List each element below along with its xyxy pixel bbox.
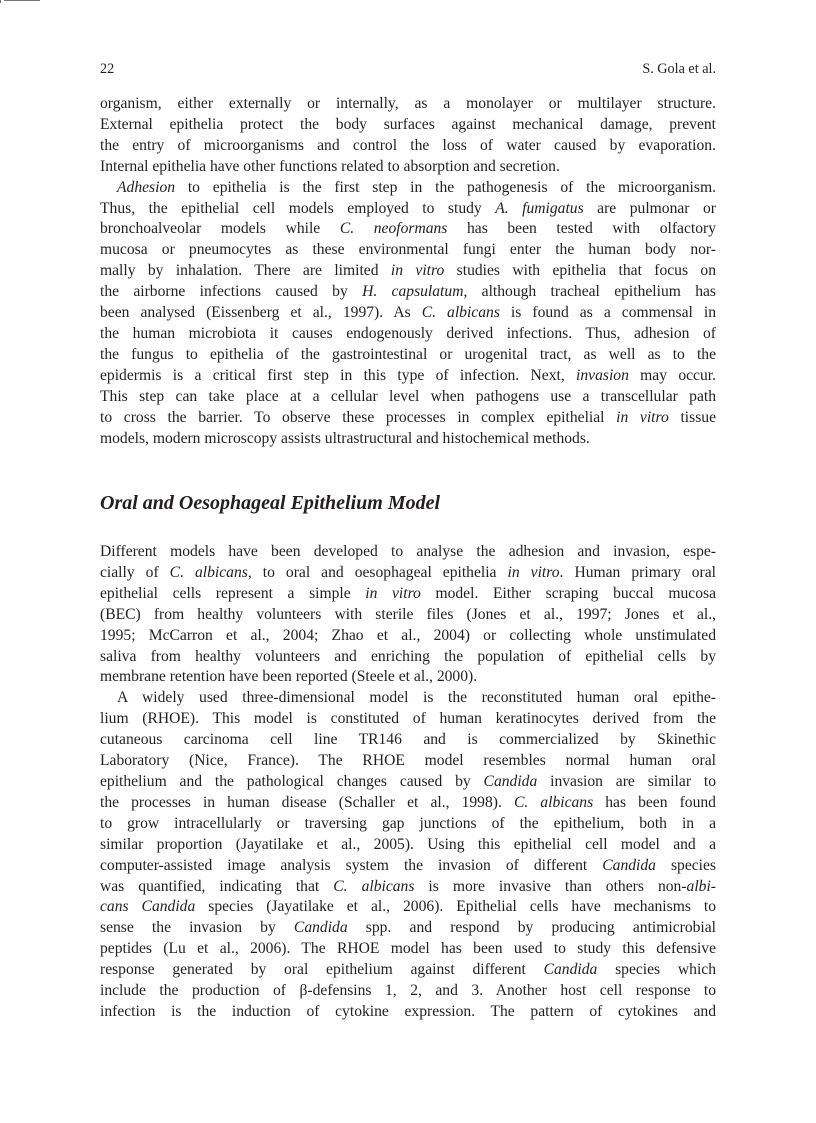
- text-line: Internal epithelia have other functions related to absorption and secretion.: [100, 157, 560, 175]
- text-line: Adhesion to epithelia is the first step in the pathogenesis of the microorganism.: [117, 178, 716, 196]
- text-line: Laboratory (Nice, France). The RHOE model resembles normal human oral: [100, 752, 716, 770]
- text-line: saliva from healthy volunteers and enriching the population of epithelial cells by: [100, 647, 716, 665]
- text-line: to grow intracellularly or traversing gap junctions of the epithelium, both in a: [100, 814, 716, 832]
- text-line: organism, either externally or internally, as a monolayer or multilayer structure.: [100, 95, 716, 112]
- crop-mark: [0, 0, 1, 3]
- body-text-block-1: [100, 94, 716, 449]
- text-line: computer-assisted image analysis system the invasion of different Candida species: [100, 856, 717, 874]
- text-line: the airborne infections caused by H. capsulatum, although tracheal epithelium has: [100, 283, 716, 301]
- paragraph: [100, 542, 716, 688]
- running-head-authors: S. Gola et al.: [642, 61, 716, 77]
- text-line: the processes in human disease (Schaller et al., 1998). C. albicans has been found: [100, 793, 716, 811]
- text-line: Thus, the epithelial cell models employed to study A. fumigatus are pulmonar or: [100, 199, 716, 217]
- text-line: epidermis is a critical first step in this type of infection. Next, invasion may occur.: [100, 366, 716, 384]
- text-line: infection is the induction of cytokine expression. The pattern of cytokines and: [100, 1002, 716, 1020]
- text-line: response generated by oral epithelium against different Candida species which: [100, 961, 716, 979]
- text-line: similar proportion (Jayatilake et al., 2005). Using this epithelial cell model and a: [100, 835, 716, 853]
- text-line: Different models have been developed to analyse the adhesion and invasion, espe-: [100, 543, 716, 560]
- text-line: bronchoalveolar models while C. neoformans has been tested with olfactory: [100, 220, 716, 238]
- paragraph: [100, 94, 716, 178]
- text-line: the entry of microorganisms and control the loss of water caused by evaporation.: [100, 136, 716, 154]
- text-line: was quantified, indicating that C. albicans is more invasive than others non-albi-: [100, 877, 716, 895]
- text-line: 1995; McCarron et al., 2004; Zhao et al., 2004) or collecting whole unstimulated: [100, 626, 716, 644]
- text-line: cans Candida species (Jayatilake et al., 2006). Epithelial cells have mechanisms to: [100, 898, 716, 916]
- paragraph: [100, 688, 716, 1023]
- text-line: been analysed (Eissenberg et al., 1997). As C. albicans is found as a commensal in: [100, 304, 716, 322]
- crop-mark-line: [4, 0, 40, 1]
- text-line: lium (RHOE). This model is constituted of human keratinocytes derived from the: [100, 710, 716, 728]
- text-line: External epithelia protect the body surfaces against mechanical damage, prevent: [100, 115, 716, 133]
- text-line: sense the invasion by Candida spp. and respond by producing antimicrobial: [100, 919, 717, 937]
- text-line: A widely used three-dimensional model is the reconstituted human oral epithe-: [117, 689, 716, 707]
- text-line: membrane retention have been reported (Steele et al., 2000).: [100, 668, 478, 686]
- text-line: mucosa or pneumocytes as these environmental fungi enter the human body nor-: [100, 241, 716, 259]
- section-heading: Oral and Oesophageal Epithelium Model: [100, 492, 441, 514]
- text-line: models, modern microscopy assists ultrastructural and histochemical methods.: [100, 429, 590, 447]
- text-line: include the production of β-defensins 1, 2, and 3. Another host cell response to: [100, 982, 716, 1000]
- running-head: [100, 61, 716, 81]
- text-line: cially of C. albicans, to oral and oesophageal epithelia in vitro. Human primary oral: [100, 563, 716, 581]
- paragraph: [100, 178, 716, 450]
- text-line: the fungus to epithelia of the gastrointestinal or urogenital tract, as well as to the: [100, 345, 716, 363]
- text-line: epithelial cells represent a simple in vitro model. Either scraping buccal mucosa: [100, 584, 716, 602]
- text-line: epithelium and the pathological changes caused by Candida invasion are similar to: [100, 772, 716, 790]
- text-line: cutaneous carcinoma cell line TR146 and is commercialized by Skinethic: [100, 731, 716, 749]
- text-line: to cross the barrier. To observe these processes in complex epithelial in vitro tissue: [100, 408, 716, 426]
- text-line: the human microbiota it causes endogenously derived infections. Thus, adhesion of: [100, 324, 716, 342]
- text-line: peptides (Lu et al., 2006). The RHOE model has been used to study this defensive: [100, 940, 716, 958]
- body-text-block-2: [100, 542, 716, 1023]
- page-number: 22: [100, 61, 115, 77]
- text-line: mally by inhalation. There are limited in vitro studies with epithelia that focus on: [100, 262, 717, 280]
- text-line: (BEC) from healthy volunteers with sterile files (Jones et al., 1997; Jones et al.,: [100, 605, 716, 623]
- text-line: This step can take place at a cellular level when pathogens use a transcellular path: [100, 387, 716, 405]
